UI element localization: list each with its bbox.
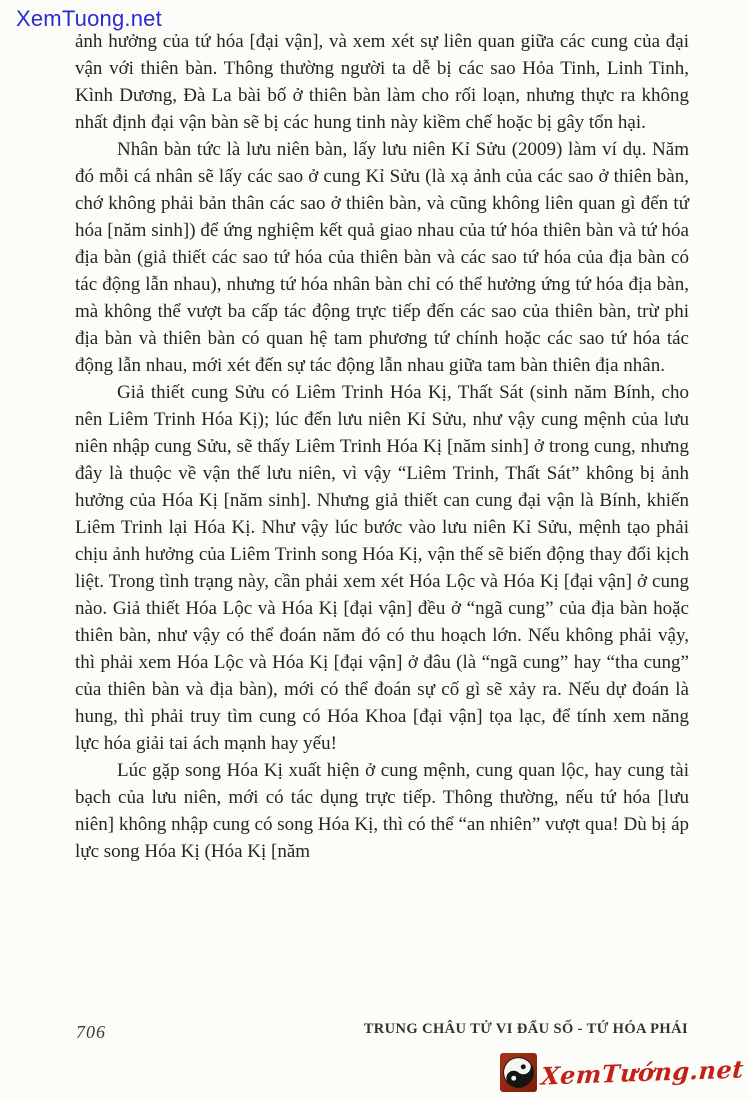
yin-yang-icon — [500, 1053, 537, 1092]
paragraph-4: Lúc gặp song Hóa Kị xuất hiện ở cung mệnh, cung quan lộc, hay cung tài bạch của lưu niên, mới có tác dụng trực tiếp. Thông thường, nếu tứ hóa [lưu niên] không nhập cung có song Hóa Kị, thì có thể “an nhiên” vượt qua! Dù bị áp lực song Hóa Kị (Hóa Kị [năm — [75, 760, 689, 862]
page-body — [75, 28, 689, 865]
paragraph-1: ảnh hưởng của tứ hóa [đại vận], và xem xét sự liên quan giữa các cung của đại vận với thiên bàn. Thông thường người ta dễ bị các sao Hỏa Tinh, Linh Tinh, Kình Dương, Đà La bài bố ở thiên bàn làm cho rối loạn, nhưng thực ra không nhất định đại vận bàn sẽ bị các hung tinh này kiềm chế hoặc bị gây tổn hại. — [75, 31, 689, 133]
site-logo — [500, 1053, 744, 1092]
running-title: TRUNG CHÂU TỬ VI ĐẨU SỐ - TỨ HÓA PHÁI — [363, 1021, 688, 1037]
paragraph-3: Giả thiết cung Sửu có Liêm Trinh Hóa Kị, Thất Sát (sinh năm Bính, cho nên Liêm Trinh Hóa Kị); lúc đến lưu niên Kỉ Sửu, như vậy cung mệnh của lưu niên nhập cung Sửu, sẽ thấy Liêm Trinh Hóa Kị [năm sinh] ở trong cung, nhưng đây là thuộc về vận thế lưu niên, vì vậy “Liêm Trinh, Thất Sát” không bị ảnh hưởng của Hóa Kị [năm sinh]. Nhưng giả thiết can cung đại vận là Bính, khiến Liêm Trinh lại Hóa Kị. Như vậy lúc bước vào lưu niên Kỉ Sửu, mệnh tạo phải chịu ảnh hưởng của Liêm Trinh song Hóa Kị, vận thế sẽ biến động thay đổi kịch liệt. Trong tình trạng này, cần phải xem xét Hóa Lộc và Hóa Kị [đại vận] ở cung nào. Giả thiết Hóa Lộc và Hóa Kị [đại vận] đều ở “ngã cung” của địa bàn hoặc thiên bàn, như vậy có thể đoán năm đó có thu hoạch lớn. Nếu không phải vậy, thì phải xem Hóa Lộc và Hóa Kị [đại vận] ở đâu (là “ngã cung” hay “tha cung” của thiên bàn và địa bàn), mới có thể đoán sự cố gì sẽ xảy ra. Nếu dự đoán là hung, thì phải truy tìm cung có Hóa Khoa [đại vận] tọa lạc, để tính xem năng lực hóa giải tai ách mạnh hay yếu! — [75, 382, 689, 754]
site-watermark: XemTuong.net — [16, 6, 162, 31]
page-number: 706 — [76, 1022, 106, 1042]
paragraph-2: Nhân bàn tức là lưu niên bàn, lấy lưu niên Kỉ Sửu (2009) làm ví dụ. Năm đó mỗi cá nhân sẽ lấy các sao ở cung Kỉ Sửu (là xạ ảnh của các sao ở thiên bàn, chớ không phải bản thân các sao ở thiên bàn, và cũng không liên quan gì đến tứ hóa [năm sinh]) để ứng nghiệm kết quả giao nhau của tứ hóa thiên bàn và tứ hóa địa bàn (giả thiết các sao tứ hóa của thiên bàn và các sao tứ hóa của địa bàn có tác động lẫn nhau), nhưng tứ hóa nhân bàn chỉ có thể hưởng ứng tứ hóa địa bàn, mà không thể vượt ba cấp tác động trực tiếp đến các sao của thiên bàn, trừ phi địa bàn và thiên bàn có quan hệ tam phương tứ chính hoặc các sao tứ hóa tác động lẫn nhau, mới xét đến sự tác động lẫn nhau giữa tam bàn thiên địa nhân. — [75, 139, 689, 376]
site-logo-text: XemTướng.net — [540, 1054, 745, 1091]
